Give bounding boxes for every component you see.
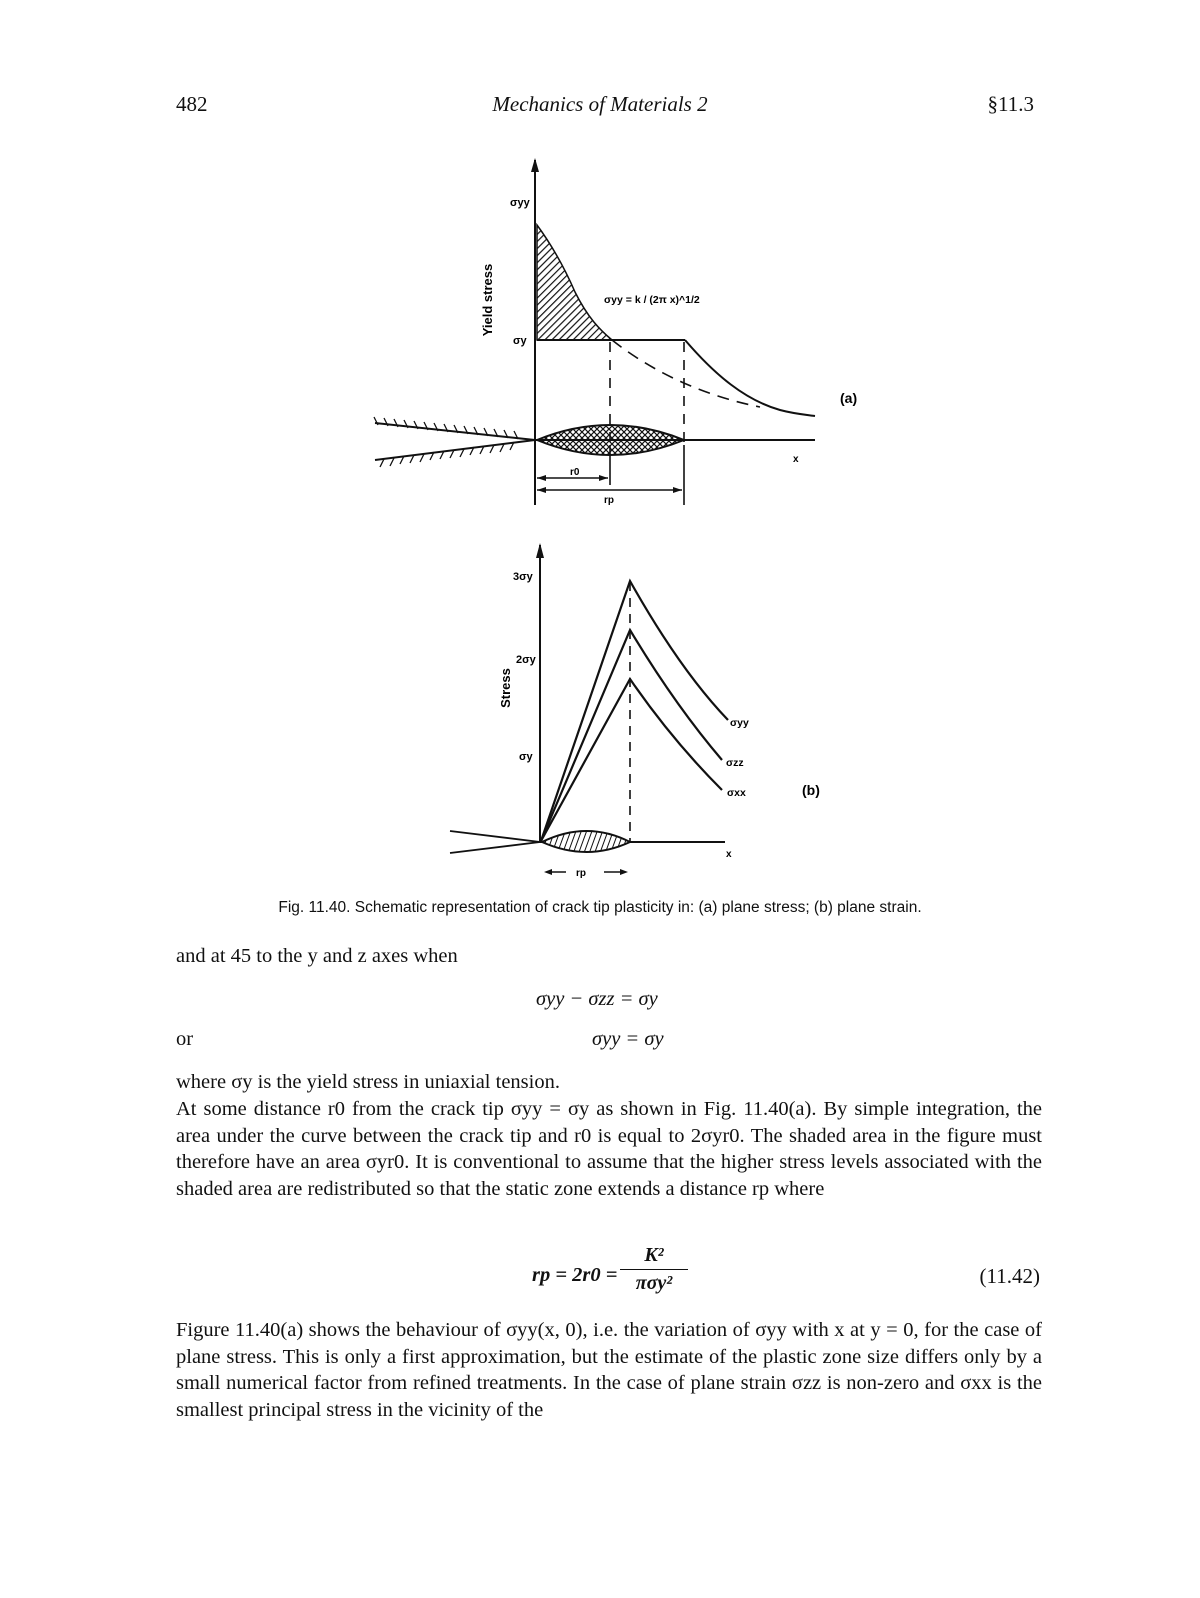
a-panel-label: (a) <box>840 390 858 406</box>
equation-3-fraction <box>620 1244 688 1295</box>
decay-curve <box>685 340 815 416</box>
crack-lower-flank <box>375 440 535 460</box>
shaded-area <box>537 225 612 340</box>
a-dim-r0: r0 <box>570 467 580 478</box>
figure-caption: Fig. 11.40. Schematic representation of crack tip plasticity in: (a) plane stress; (b) plane strain. <box>278 899 922 916</box>
b-label-syy: σyy <box>730 717 749 729</box>
dashed-curve <box>612 340 760 407</box>
b-y-axis-label: Stress <box>498 668 513 708</box>
panel-b <box>450 543 820 879</box>
paragraph-3: At some distance r0 from the crack tip σyy = σy as shown in Fig. 11.40(a). By simple integration, the area under the curve between the crack tip and r0 is equal to 2σyr0. The shaded area in the figure must therefore have an area σyr0. It is conventional to assume that the higher stress levels associated with the shaded area are redistributed so that the static zone extends a distance rp where <box>176 1098 1042 1200</box>
crack-b-lower <box>450 842 540 853</box>
page-number: 482 <box>176 92 208 116</box>
equation-1: σyy − σzz = σy <box>536 988 658 1010</box>
a-y-top-label: σyy <box>510 197 530 209</box>
equation-number: (11.42) <box>979 1264 1040 1288</box>
or-word: or <box>176 1028 194 1050</box>
b-x-axis-label: x <box>726 849 732 860</box>
equation-3-numerator: K² <box>620 1244 688 1270</box>
a-x-axis-label: x <box>793 454 799 465</box>
b-tick-1: σy <box>519 751 533 763</box>
crack-b-upper <box>450 831 540 842</box>
arrow-a-y <box>531 158 539 172</box>
paragraph-4: Figure 11.40(a) shows the behaviour of σyy(x, 0), i.e. the variation of σyy with x at y = 0, for the case of plane stress. This is only a first approximation, but the estimate of the plastic zone size differs only by a small numerical factor from refined treatments. In the case of plane strain σzz is non-zero and σxx is the smallest principal stress in the vicinity of the <box>176 1319 1042 1421</box>
curve-syy <box>541 581 728 841</box>
b-label-szz: σzz <box>726 757 744 769</box>
panel-a <box>374 158 857 506</box>
section-number: §11.3 <box>987 92 1034 116</box>
a-y-level-label: σy <box>513 335 527 347</box>
a-dim-rp: rp <box>604 495 614 506</box>
curve-szz <box>541 630 722 841</box>
arrow-b-y <box>536 543 544 558</box>
paragraph-1: and at 45 to the y and z axes when <box>176 945 458 967</box>
b-label-sxx: σxx <box>727 787 746 799</box>
b-tick-2: 2σy <box>516 654 536 666</box>
equation-3-denominator: πσy² <box>635 1272 673 1294</box>
equation-3-lhs: rp = 2r0 = <box>532 1264 618 1286</box>
b-dim-rp: rp <box>576 868 586 879</box>
a-curve-formula: σyy = k / (2π x)^1/2 <box>604 294 700 306</box>
equation-2: σyy = σy <box>592 1028 664 1050</box>
b-tick-3: 3σy <box>513 571 533 583</box>
book-title: Mechanics of Materials 2 <box>492 92 708 116</box>
a-y-axis-label: Yield stress <box>480 263 495 337</box>
b-panel-label: (b) <box>802 782 820 798</box>
plastic-zone-b <box>542 831 630 852</box>
paragraph-2: where σy is the yield stress in uniaxial tension. <box>176 1071 560 1093</box>
